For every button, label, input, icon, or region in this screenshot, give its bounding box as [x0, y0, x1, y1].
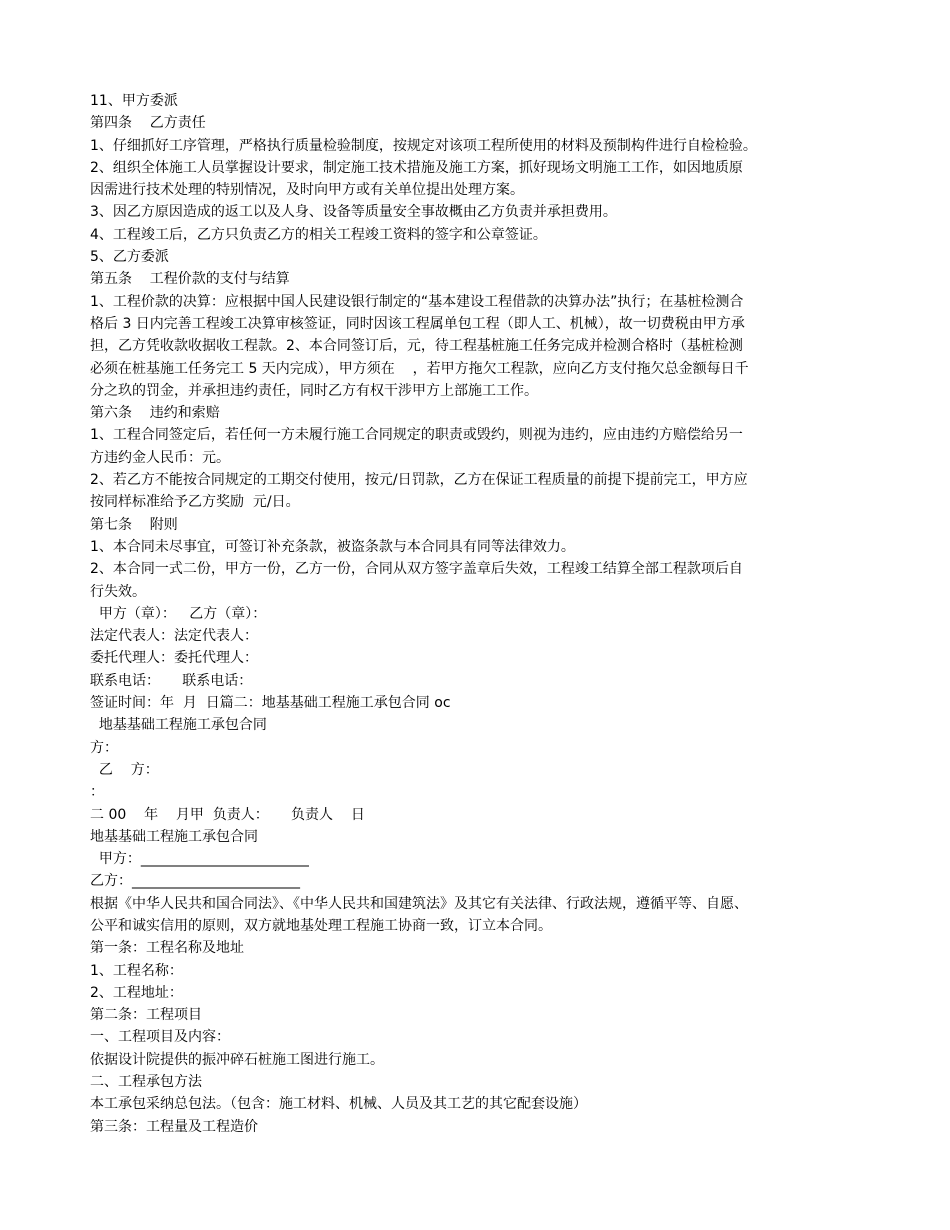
- text-line: 按同样标准给予乙方奖励 元/日。: [90, 494, 300, 511]
- text-line: 11、甲方委派: [90, 93, 178, 109]
- text-line: 方违约金人民币：元。: [90, 449, 230, 466]
- text-line: 格后 3 日内完善工程竣工决算审核签证，同时因该工程属单包工程（即人工、机械），故一切费税由甲方承: [90, 315, 745, 332]
- text-line: 第六条 违约和索赔: [90, 405, 220, 422]
- text-line: 依据设计院提供的振冲碎石桩施工图进行施工。: [90, 1051, 384, 1068]
- text-line: 分之玖的罚金，并承担违约责任，同时乙方有权干涉甲方上部施工工作。: [90, 382, 538, 399]
- text-line: 根据《中华人民共和国合同法》、《中华人民共和国建筑法》及其它有关法律、行政法规，遵循平等、自愿、: [90, 895, 748, 912]
- text-line: 担，乙方凭收款收据收工程款。2、本合同签订后，元，待工程基桩施工任务完成并检测合格时（基桩检测: [90, 338, 743, 355]
- text-line: 签证时间：年 月 日篇二：地基基础工程施工承包合同 oc: [90, 695, 451, 712]
- text-line: 公平和诚实信用的原则，双方就地基处理工程施工协商一致，订立本合同。: [90, 917, 552, 934]
- text-line: 地基基础工程施工承包合同: [90, 828, 258, 845]
- text-line: 法定代表人：法定代表人：: [90, 628, 258, 645]
- text-line: 2、工程地址：: [90, 984, 183, 1001]
- text-line: 乙 方：: [90, 761, 159, 778]
- text-line: 2、组织全体施工人员掌握设计要求，制定施工技术措施及施工方案，抓好现场文明施工工作，如因地质原: [90, 159, 743, 176]
- text-line: 1、工程价款的决算：应根据中国人民建设银行制定的“基本建设工程借款的决算办法”执行；在基桩检测合: [90, 293, 744, 310]
- text-line: 委托代理人：委托代理人：: [90, 650, 258, 667]
- text-line: 第七条 附则: [90, 516, 178, 533]
- text-line: 1、本合同未尽事宜，可签订补充条款，被盗条款与本合同具有同等法律效力。: [90, 538, 575, 555]
- text-line: 行失效。: [90, 583, 146, 600]
- document-page: [90, 90, 880, 1138]
- text-line: 1、工程名称：: [90, 962, 183, 979]
- text-line: 一、工程项目及内容：: [90, 1029, 230, 1046]
- text-line: 本工承包采纳总包法。（包含：施工材料、机械、人员及其工艺的其它配套设施）: [90, 1096, 587, 1113]
- text-line: 1、仔细抓好工序管理，严格执行质量检验制度，按规定对该项工程所使用的材料及预制构件进行自检检验。: [90, 137, 757, 154]
- text-line: 方：: [90, 739, 118, 756]
- text-line: 二 00 年 月甲 负责人： 负责人 日: [90, 806, 365, 823]
- text-line: 2、本合同一式二份，甲方一份，乙方一份，合同从双方签字盖章后失效，工程竣工结算全部工程款项后自: [90, 561, 743, 578]
- text-line: 地基基础工程施工承包合同: [90, 717, 267, 734]
- text-line: 必须在桩基施工任务完工 5 天内完成），甲方须在 ，若甲方拖欠工程款，应向乙方支付拖欠总金额每日千: [90, 360, 749, 377]
- text-line: 第二条：工程项目: [90, 1007, 202, 1024]
- text-line: 联系电话： 联系电话：: [90, 672, 253, 689]
- text-line: 3、因乙方原因造成的返工以及人身、设备等质量安全事故概由乙方负责并承担费用。: [90, 204, 617, 221]
- text-line: 5、乙方委派: [90, 249, 169, 266]
- text-line: 乙方：________________________: [90, 873, 300, 890]
- text-line: 第四条 乙方责任: [90, 115, 206, 132]
- text-line: 2、若乙方不能按合同规定的工期交付使用，按元/日罚款，乙方在保证工程质量的前提下提前完工，甲方应: [90, 472, 748, 489]
- text-line: 甲方（章）： 乙方（章）：: [90, 605, 267, 622]
- text-line: 第一条：工程名称及地址: [90, 940, 244, 957]
- text-line: 4、工程竣工后，乙方只负责乙方的相关工程竣工资料的签字和公章签证。: [90, 226, 547, 243]
- text-line: 甲方：________________________: [90, 851, 309, 868]
- text-line: ：: [90, 784, 104, 801]
- text-line: 因需进行技术处理的特别情况，及时向甲方或有关单位提出处理方案。: [90, 182, 524, 199]
- text-line: 第三条：工程量及工程造价: [90, 1118, 258, 1135]
- text-line: 第五条 工程价款的支付与结算: [90, 271, 290, 288]
- text-line: 1、工程合同签定后，若任何一方未履行施工合同规定的职责或毁约，则视为违约，应由违约方赔偿给另一: [90, 427, 743, 444]
- text-line: 二、工程承包方法: [90, 1074, 202, 1091]
